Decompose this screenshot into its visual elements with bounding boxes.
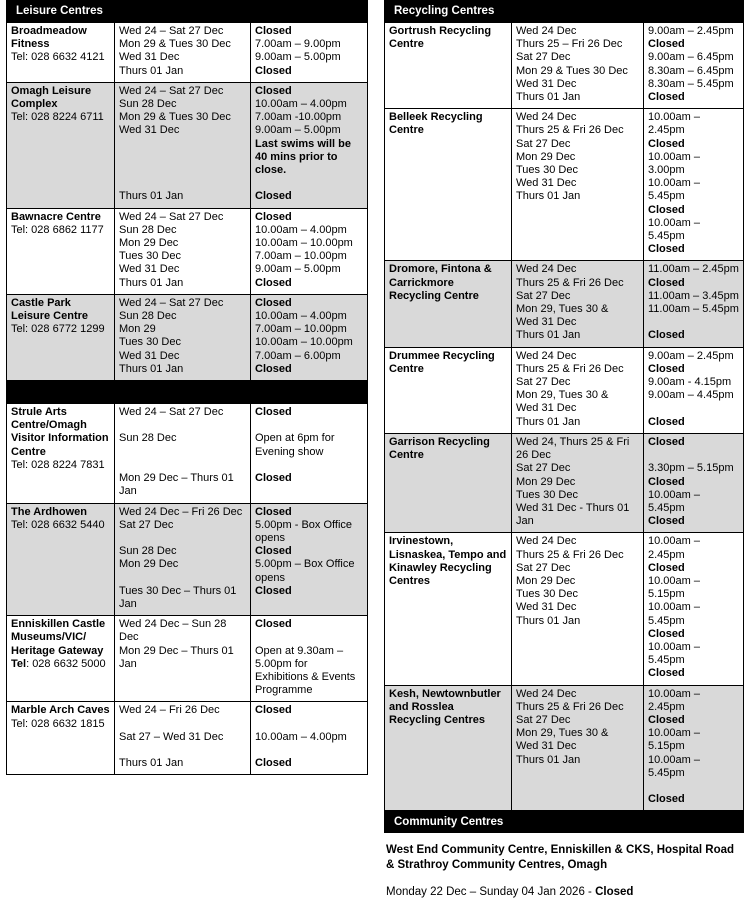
status-badge: Closed <box>255 584 292 597</box>
section-header-leisure-centres: Leisure Centres <box>6 0 368 22</box>
hours-cell <box>251 23 368 83</box>
status-badge: Closed <box>648 38 685 51</box>
opening-hours: 9.00am – 5.00pm <box>255 51 341 64</box>
spacer <box>119 459 246 472</box>
date-range: Thurs 01 Jan <box>119 190 184 203</box>
opening-hours: 10.00am – 5.45pm <box>648 216 700 243</box>
spacer <box>255 744 363 757</box>
date-range: Wed 31 Dec <box>516 740 577 753</box>
date-range: Wed 31 Dec <box>516 316 577 329</box>
opening-hours: 11.00am – 3.45pm <box>648 289 739 302</box>
venue-name: The Ardhowen <box>11 505 87 518</box>
date-range: Thurs 25 & Fri 26 Dec <box>516 700 624 713</box>
date-range: Wed 24 Dec <box>516 25 577 37</box>
dates-cell <box>115 404 251 503</box>
status-badge: Closed <box>648 276 685 289</box>
spacer <box>119 151 246 164</box>
venue-name: Bawnacre Centre <box>11 210 101 223</box>
date-range: Tues 30 Dec – Thurs 01 Jan <box>119 584 237 610</box>
table-row <box>385 433 744 532</box>
date-range: Mon 29, Tues 30 & <box>516 389 609 402</box>
date-range: Wed 31 Dec <box>516 402 577 415</box>
venue-name-cell <box>7 702 115 775</box>
table-row <box>385 347 744 433</box>
hours-cell <box>251 294 368 380</box>
opening-hours: 8.30am – 6.45pm <box>648 64 734 77</box>
spacer <box>119 718 246 731</box>
status-badge: Closed <box>255 210 292 223</box>
opening-hours: 10.00am – 4.00pm <box>255 310 347 323</box>
hours-cell <box>644 347 744 433</box>
date-range: Sat 27 Dec <box>516 462 571 475</box>
date-range: Wed 24 Dec <box>516 349 577 362</box>
spacer <box>648 780 739 793</box>
date-range: Mon 29, Tues 30 & <box>516 727 609 740</box>
table-row <box>7 23 368 83</box>
spacer <box>119 419 246 432</box>
venue-phone: Tel: 028 6862 1177 <box>11 223 104 236</box>
date-range: Sun 28 Dec <box>119 432 177 445</box>
left-column <box>0 0 376 775</box>
status-badge: Closed <box>255 757 292 770</box>
status-badge: Closed <box>648 667 685 680</box>
date-range: Wed 24 – Sat 27 Dec <box>119 210 224 223</box>
venue-name-cell <box>7 82 115 208</box>
status-badge: Closed <box>255 25 292 37</box>
date-range: Thurs 25 & Fri 26 Dec <box>516 124 624 137</box>
opening-hours: 9.00am – 5.00pm <box>255 124 341 137</box>
venue-phone: Tel: 028 8224 6711 <box>11 111 104 124</box>
date-range: Sun 28 Dec <box>119 310 177 323</box>
date-range: Sun 28 Dec <box>119 545 177 558</box>
spacer <box>255 419 363 432</box>
date-range: Thurs 25 & Fri 26 Dec <box>516 548 624 561</box>
date-range: Wed 31 Dec <box>516 177 577 190</box>
date-range: Mon 29 & Tues 30 Dec <box>119 111 231 124</box>
date-range: Tues 30 Dec <box>119 250 181 263</box>
date-range: Wed 24 – Sat 27 Dec <box>119 84 224 97</box>
venue-name-cell <box>7 616 115 702</box>
opening-hours: 10.00am – 2.45pm <box>648 535 700 561</box>
spacer <box>648 402 739 415</box>
date-range: Thurs 01 Jan <box>119 757 184 770</box>
hours-cell <box>644 433 744 532</box>
date-range: Thurs 25 & Fri 26 Dec <box>516 276 624 289</box>
spacer <box>119 164 246 177</box>
status-badge: Closed <box>255 362 292 375</box>
opening-hours: 11.00am – 5.45pm <box>648 303 739 316</box>
opening-hours: 10.00am – 10.00pm <box>255 237 353 250</box>
opening-hours: 10.00am – 4.00pm <box>255 223 347 236</box>
status-badge: Closed <box>648 137 685 150</box>
table-row <box>385 533 744 685</box>
date-range: Mon 29 Dec <box>516 475 576 488</box>
opening-hours: 7.00am – 6.00pm <box>255 349 341 362</box>
venue-phone: Tel: 028 6772 1299 <box>11 323 105 336</box>
date-range: Wed 24 Dec – Sun 28 Dec <box>119 618 227 644</box>
opening-hours: 10.00am – 4.00pm <box>255 98 347 111</box>
date-range: Tues 30 Dec <box>516 488 578 501</box>
dates-cell <box>512 433 644 532</box>
venue-name-cell <box>385 109 512 261</box>
hours-cell <box>644 533 744 685</box>
spacer <box>648 449 739 462</box>
spacer <box>119 744 246 757</box>
status-badge: Closed <box>648 203 685 216</box>
date-range: Mon 29 & Tues 30 Dec <box>119 38 231 51</box>
spacer <box>255 459 363 472</box>
date-range: Wed 24 Dec <box>516 111 577 124</box>
date-range: Thurs 25 & Fri 26 Dec <box>516 362 624 375</box>
opening-hours: Open at 9.30am – 5.00pm for Exhibitions & Events Programme <box>255 644 356 697</box>
dates-cell <box>115 208 251 294</box>
date-range: Thurs 01 Jan <box>516 329 581 342</box>
hours-cell <box>251 404 368 503</box>
community-centres-title: West End Community Centre, Enniskillen & CKS, Hospital Road & Strathroy Community Centres, Omagh <box>386 844 735 872</box>
dates-cell <box>512 533 644 685</box>
opening-hours: 10.00am – 4.00pm <box>255 730 347 743</box>
status-badge: Closed <box>648 362 685 375</box>
hours-cell <box>251 208 368 294</box>
status-badge: Closed <box>648 793 685 806</box>
dates-cell <box>512 685 644 811</box>
status-badge: Closed <box>648 435 685 448</box>
opening-hours: 7.00am – 9.00pm <box>255 38 341 51</box>
status-badge: Closed <box>648 243 685 256</box>
status-badge: Closed <box>255 276 292 289</box>
date-range: Mon 29 Dec <box>119 558 179 571</box>
table-row <box>7 294 368 380</box>
date-range: Sat 27 Dec <box>516 289 571 302</box>
date-range: Wed 24 Dec <box>516 535 577 548</box>
venue-name-cell <box>7 208 115 294</box>
date-range: Mon 29 <box>119 323 156 336</box>
venue-name-cell <box>385 23 512 109</box>
status-badge: Closed <box>255 190 292 203</box>
spacer <box>119 572 246 585</box>
opening-hours: 10.00am – 5.45pm <box>648 601 700 627</box>
hours-cell <box>251 82 368 208</box>
date-range: Wed 24 Dec <box>516 263 577 276</box>
table-row <box>7 208 368 294</box>
recycling-rows-body <box>385 23 744 811</box>
date-range: Mon 29 Dec <box>516 574 576 587</box>
date-range: Wed 24, Thurs 25 & Fri 26 Dec <box>516 435 630 462</box>
table-row <box>385 261 744 347</box>
spacer <box>648 316 739 329</box>
table-row <box>385 23 744 109</box>
opening-hours: 7.00am – 10.00pm <box>255 323 347 336</box>
date-range: Wed 24 – Fri 26 Dec <box>119 704 220 717</box>
hours-cell <box>251 702 368 775</box>
date-range: Thurs 01 Jan <box>516 190 581 203</box>
opening-hours: 11.00am – 2.45pm <box>648 263 739 276</box>
date-range: Wed 31 Dec <box>119 349 180 362</box>
table-row <box>7 702 368 775</box>
community-dates-text: Monday 22 Dec – Sunday 04 Jan 2026 - <box>386 886 596 899</box>
opening-hours: 10.00am – 10.00pm <box>255 336 353 349</box>
venue-name-cell <box>7 23 115 83</box>
venue-phone: Tel: 028 8224 7831 <box>11 458 105 471</box>
right-column <box>376 0 752 900</box>
hours-cell <box>644 261 744 347</box>
hours-cell <box>644 685 744 811</box>
opening-hours: 3.30pm – 5.15pm <box>648 462 734 475</box>
hours-cell <box>644 23 744 109</box>
date-range: Wed 31 Dec <box>516 601 577 614</box>
opening-hours: 9.00am – 2.45pm <box>648 349 734 362</box>
dates-cell <box>512 347 644 433</box>
date-range: Sat 27 Dec <box>516 51 571 64</box>
venue-name-cell <box>385 433 512 532</box>
venue-name: Irvinestown, Lisnaskea, Tempo and Kinawley Recycling Centres <box>389 535 507 587</box>
date-range: Wed 24 – Sat 27 Dec <box>119 25 224 37</box>
section-header-arts-venues <box>6 381 368 403</box>
venue-name: Dromore, Fintona & Carrickmore Recycling Centre <box>389 263 492 302</box>
community-centres-dates <box>386 885 742 900</box>
spacer <box>255 718 363 731</box>
venue-name: Broadmeadow Fitness <box>11 25 87 51</box>
venue-name-cell <box>385 261 512 347</box>
date-range: Sun 28 Dec <box>119 98 177 111</box>
date-range: Mon 29 & Tues 30 Dec <box>516 64 628 77</box>
date-range: Tues 30 Dec <box>516 164 578 177</box>
opening-hours: 10.00am – 5.45pm <box>648 177 700 203</box>
opening-hours: 9.00am - 4.15pm <box>648 376 732 389</box>
spacer <box>119 532 246 545</box>
spacer <box>255 631 363 644</box>
status-badge: Closed <box>255 704 292 717</box>
date-range: Wed 24 Dec – Fri 26 Dec <box>119 505 243 518</box>
spacer <box>119 138 246 151</box>
date-range: Sat 27 Dec <box>119 518 174 531</box>
opening-hours: 9.00am – 2.45pm <box>648 25 734 37</box>
opening-hours: Open at 6pm for Evening show <box>255 432 335 458</box>
date-range: Tues 30 Dec <box>119 336 181 349</box>
opening-hours: 10.00am – 5.15pm <box>648 574 700 601</box>
date-range: Sat 27 Dec <box>516 137 571 150</box>
section-header-community-centres: Community Centres <box>384 811 744 833</box>
status-badge: Last swims will be 40 mins prior to close. <box>255 137 351 177</box>
spacer <box>119 446 246 459</box>
venue-phone: Tel: 028 6632 1815 <box>11 717 105 730</box>
table-row <box>385 685 744 811</box>
spacer <box>119 177 246 190</box>
date-range: Mon 29 Dec – Thurs 01 Jan <box>119 472 234 498</box>
venue-name-cell <box>7 294 115 380</box>
date-range: Thurs 01 Jan <box>119 362 184 375</box>
date-range: Sun 28 Dec <box>119 223 177 236</box>
venue-name: Marble Arch Caves <box>11 704 110 717</box>
status-badge: Closed <box>255 64 292 77</box>
opening-hours: 10.00am – 5.45pm <box>648 640 700 667</box>
opening-hours: 10.00am – 2.45pm <box>648 687 700 713</box>
dates-cell <box>115 702 251 775</box>
opening-hours: 10.00am – 3.00pm <box>648 150 700 177</box>
opening-hours: 7.00am -10.00pm <box>255 111 342 124</box>
date-range: Sat 27 – Wed 31 Dec <box>119 730 224 743</box>
opening-hours: 8.30am – 5.45pm <box>648 77 734 90</box>
opening-hours: 10.00am – 5.45pm <box>648 753 700 779</box>
table-row <box>7 503 368 616</box>
dates-cell <box>512 109 644 261</box>
venue-name-cell <box>7 503 115 616</box>
venue-name-cell <box>385 685 512 811</box>
venue-name: Drummee Recycling Centre <box>389 349 495 375</box>
table-row <box>385 109 744 261</box>
venue-name: Enniskillen Castle Museums/VIC/ Heritage Gateway <box>11 618 106 657</box>
hours-cell <box>644 109 744 261</box>
date-range: Wed 31 Dec <box>119 51 180 64</box>
opening-hours: 9.00am – 4.45pm <box>648 389 734 402</box>
venue-name: Castle Park Leisure Centre <box>11 296 89 323</box>
venue-name-cell <box>385 347 512 433</box>
dates-cell <box>115 503 251 616</box>
arts-rows-body <box>7 404 368 775</box>
date-range: Thurs 25 – Fri 26 Dec <box>516 38 623 51</box>
status-badge: Closed <box>648 415 685 428</box>
date-range: Sat 27 Dec <box>516 561 571 574</box>
date-range: Mon 29 Dec – Thurs 01 Jan <box>119 644 234 670</box>
hours-cell <box>251 616 368 702</box>
community-centres-body <box>384 833 744 900</box>
status-badge: Closed <box>255 84 292 97</box>
table-row <box>7 404 368 503</box>
status-badge: Closed <box>255 545 292 558</box>
opening-hours: 10.00am – 5.15pm <box>648 727 700 753</box>
dates-cell <box>512 261 644 347</box>
status-badge: Closed <box>255 406 292 419</box>
date-range: Wed 24 Dec <box>516 687 577 700</box>
status-badge: Closed <box>648 515 685 528</box>
table-row <box>7 82 368 208</box>
status-badge: Closed <box>255 296 292 309</box>
status-badge: Closed <box>648 627 685 640</box>
date-range: Thurs 01 Jan <box>516 614 581 627</box>
venue-phone: Tel: 028 6632 5000 <box>11 657 106 670</box>
date-range: Thurs 01 Jan <box>516 415 581 428</box>
dates-cell <box>115 616 251 702</box>
status-badge: Closed <box>255 472 292 485</box>
date-range: Wed 24 – Sat 27 Dec <box>119 296 224 309</box>
date-range: Wed 31 Dec - Thurs 01 Jan <box>516 501 630 528</box>
status-badge: Closed <box>648 561 685 574</box>
opening-hours: 5.00pm – Box Office opens <box>255 558 355 584</box>
venue-phone: Tel: 028 6632 4121 <box>11 51 105 64</box>
date-range: Mon 29 Dec <box>516 150 576 163</box>
dates-cell <box>115 23 251 83</box>
venue-name-cell <box>385 533 512 685</box>
status-badge: Closed <box>255 505 292 518</box>
hours-cell <box>251 503 368 616</box>
opening-hours: 7.00am – 10.00pm <box>255 250 347 263</box>
recycling-centres-table <box>384 22 744 811</box>
status-badge: Closed <box>255 618 292 631</box>
date-range: Thurs 01 Jan <box>516 753 581 766</box>
date-range: Thurs 01 Jan <box>516 91 581 104</box>
leisure-rows-body <box>7 23 368 381</box>
date-range: Sat 27 Dec <box>516 713 571 726</box>
venue-name: Gortrush Recycling Centre <box>389 25 492 51</box>
venue-name: Garrison Recycling Centre <box>389 435 490 462</box>
date-range: Mon 29, Tues 30 & <box>516 303 609 316</box>
dates-cell <box>115 294 251 380</box>
date-range: Thurs 01 Jan <box>119 276 184 289</box>
opening-hours: 9.00am – 5.00pm <box>255 263 341 276</box>
table-row <box>7 616 368 702</box>
status-badge: Closed <box>648 475 685 488</box>
venue-name: Omagh Leisure Complex <box>11 84 92 111</box>
opening-hours: 5.00pm - Box Office opens <box>255 518 353 544</box>
arts-venues-table <box>6 403 368 775</box>
venue-name: Kesh, Newtownbutler and Rosslea Recycling Centres <box>389 687 501 726</box>
date-range: Thurs 01 Jan <box>119 64 184 77</box>
date-range: Wed 24 – Sat 27 Dec <box>119 406 224 419</box>
date-range: Tues 30 Dec <box>516 588 578 601</box>
venue-name: Belleek Recycling Centre <box>389 111 483 137</box>
section-header-recycling-centres: Recycling Centres <box>384 0 744 22</box>
community-status-badge: Closed <box>595 886 634 899</box>
opening-hours: 10.00am – 2.45pm <box>648 111 700 137</box>
spacer <box>255 177 363 190</box>
venue-name: Strule Arts Centre/Omagh Visitor Information Centre <box>11 406 109 458</box>
status-badge: Closed <box>648 713 685 726</box>
date-range: Wed 31 Dec <box>119 124 180 137</box>
date-range: Sat 27 Dec <box>516 376 571 389</box>
dates-cell <box>512 23 644 109</box>
leisure-centres-table <box>6 22 368 381</box>
date-range: Mon 29 Dec <box>119 237 179 250</box>
venue-name-cell <box>7 404 115 503</box>
opening-hours: 10.00am – 5.45pm <box>648 488 700 514</box>
status-badge: Closed <box>648 329 685 342</box>
venue-phone: Tel: 028 6632 5440 <box>11 518 105 531</box>
date-range: Wed 31 Dec <box>516 77 577 90</box>
dates-cell <box>115 82 251 208</box>
status-badge: Closed <box>648 91 685 104</box>
date-range: Wed 31 Dec <box>119 263 180 276</box>
opening-hours: 9.00am – 6.45pm <box>648 51 734 64</box>
